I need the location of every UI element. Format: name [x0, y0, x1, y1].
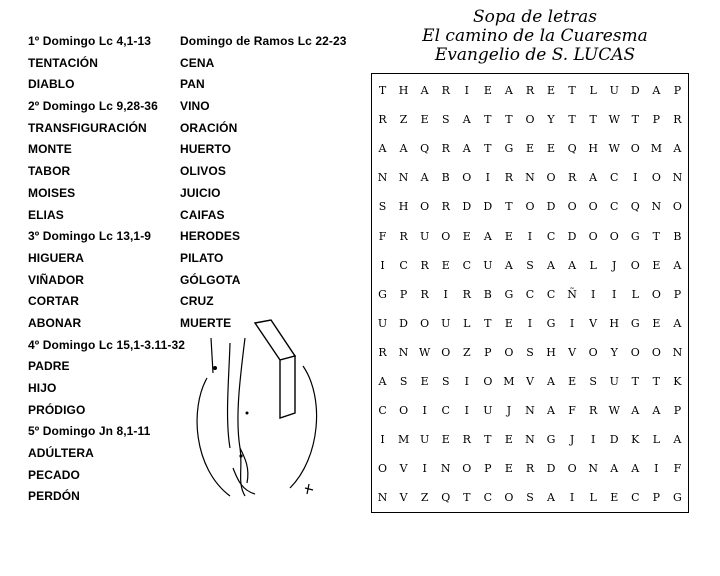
grid-letter[interactable]: D — [546, 462, 556, 476]
grid-letter[interactable]: N — [377, 171, 388, 185]
grid-letter[interactable]: F — [378, 229, 387, 243]
grid-letter[interactable]: A — [652, 84, 661, 97]
grid-row — [372, 309, 688, 338]
grid-letter[interactable]: G — [504, 287, 514, 301]
grid-row — [372, 134, 688, 163]
word-list-left-item: PRÓDIGO — [28, 402, 86, 417]
grid-letter[interactable]: T — [505, 200, 513, 214]
grid-letter[interactable]: W — [419, 345, 431, 359]
word-list-middle-item: CRUZ — [180, 294, 214, 309]
grid-letter[interactable]: C — [525, 287, 535, 301]
grid-letter[interactable]: R — [673, 113, 682, 127]
title-line-2: El camino de la Cuaresma — [422, 26, 648, 46]
grid-letter[interactable]: O — [441, 345, 451, 359]
grid-letter[interactable]: H — [588, 142, 598, 156]
grid-letter[interactable]: V — [399, 462, 408, 476]
grid-letter[interactable]: A — [420, 84, 429, 97]
grid-row — [372, 105, 688, 134]
grid-letter[interactable]: C — [610, 200, 619, 214]
grid-letter[interactable]: K — [673, 375, 682, 388]
grid-letter[interactable]: O — [420, 200, 430, 214]
grid-letter[interactable]: A — [547, 258, 555, 272]
grid-letter[interactable]: C — [610, 171, 619, 185]
grid-letter[interactable]: F — [568, 404, 576, 418]
grid-letter[interactable]: C — [546, 229, 556, 243]
grid-letter[interactable]: Z — [420, 491, 429, 505]
word-list-left-item: PADRE — [28, 359, 70, 374]
grid-letter[interactable]: I — [485, 171, 491, 185]
grid-letter[interactable]: E — [652, 316, 661, 330]
grid-letter[interactable]: V — [568, 345, 577, 359]
word-list-left-item: CORTAR — [28, 294, 80, 309]
grid-letter[interactable]: O — [462, 462, 472, 476]
grid-row — [372, 367, 688, 396]
grid-letter[interactable]: H — [609, 316, 620, 330]
word-list-middle-item: HERODES — [180, 229, 241, 244]
grid-letter[interactable]: W — [608, 404, 620, 418]
grid-letter[interactable]: E — [547, 142, 556, 156]
grid-letter[interactable]: A — [673, 258, 682, 272]
grid-letter[interactable]: O — [588, 345, 598, 359]
grid-letter[interactable]: N — [398, 171, 409, 185]
grid-letter[interactable]: T — [484, 316, 492, 330]
word-list-left-item: TRANSFIGURACIÓN — [28, 120, 147, 135]
grid-row — [372, 222, 688, 251]
word-list-middle-item: GÓLGOTA — [180, 272, 241, 287]
grid-letter[interactable]: I — [612, 287, 617, 301]
grid-letter[interactable]: R — [420, 287, 429, 301]
grid-letter[interactable]: R — [525, 84, 535, 97]
grid-letter[interactable]: R — [462, 287, 471, 301]
grid-letter[interactable]: Z — [462, 345, 471, 359]
word-list-left-item: TENTACIÓN — [28, 55, 99, 70]
grid-letter[interactable]: O — [651, 345, 661, 359]
grid-letter[interactable]: A — [547, 404, 555, 418]
grid-row — [372, 76, 688, 105]
grid-letter[interactable]: I — [464, 84, 469, 97]
grid-letter[interactable]: I — [422, 462, 427, 476]
word-list-left-item: PECADO — [28, 467, 80, 482]
grid-letter[interactable]: I — [464, 404, 469, 418]
word-list-left-item: 3º Domingo Lc 13,1-9 — [28, 229, 152, 244]
grid-letter[interactable]: S — [378, 200, 387, 214]
grid-letter[interactable]: O — [483, 375, 493, 388]
grid-letter[interactable]: W — [608, 113, 620, 127]
grid-letter[interactable]: N — [525, 404, 535, 418]
grid-letter[interactable]: I — [633, 171, 638, 185]
grid-letter[interactable]: O — [651, 287, 661, 301]
grid-letter[interactable]: U — [441, 316, 451, 330]
grid-letter[interactable]: I — [422, 404, 427, 418]
grid-letter[interactable]: R — [378, 113, 387, 127]
grid-letter[interactable]: G — [504, 142, 514, 156]
grid-letter[interactable]: R — [589, 404, 598, 418]
grid-letter[interactable]: Y — [610, 345, 618, 359]
grid-letter[interactable]: R — [441, 200, 450, 214]
grid-letter[interactable]: C — [399, 258, 408, 272]
grid-letter[interactable]: R — [462, 433, 471, 447]
grid-letter[interactable]: U — [609, 84, 619, 97]
grid-letter[interactable]: A — [547, 375, 555, 388]
grid-letter[interactable]: U — [609, 375, 619, 388]
word-list-middle-item: CENA — [180, 55, 215, 70]
grid-letter[interactable]: R — [441, 142, 450, 156]
word-list-left-item: 4º Domingo Lc 15,1-3.11-32 — [28, 337, 186, 352]
grid-letter[interactable]: M — [503, 375, 515, 388]
grid-letter[interactable]: G — [673, 491, 682, 505]
grid-letter[interactable]: A — [504, 258, 513, 272]
grid-letter[interactable]: L — [589, 258, 597, 272]
grid-letter[interactable]: C — [546, 287, 556, 301]
grid-letter[interactable]: I — [527, 229, 533, 243]
grid-letter[interactable]: T — [631, 113, 639, 127]
word-list-left-item: MOISES — [28, 185, 76, 200]
grid-letter[interactable]: W — [608, 142, 620, 156]
grid-letter[interactable]: N — [651, 200, 662, 214]
grid-letter[interactable]: P — [484, 462, 492, 476]
grid-letter[interactable]: M — [397, 433, 410, 447]
grid-letter[interactable]: I — [569, 491, 575, 505]
grid-letter[interactable]: A — [631, 404, 640, 418]
grid-letter[interactable]: R — [525, 462, 535, 476]
grid-letter[interactable]: R — [567, 171, 577, 185]
grid-letter[interactable]: Ñ — [567, 287, 577, 301]
grid-letter[interactable]: A — [378, 375, 387, 388]
grid-letter[interactable]: A — [462, 142, 471, 156]
grid-letter[interactable]: V — [525, 375, 534, 388]
crucifixion-illustration — [185, 318, 325, 518]
grid-letter[interactable]: I — [464, 375, 469, 388]
grid-letter[interactable]: B — [673, 229, 682, 243]
grid-letter[interactable]: O — [378, 462, 388, 476]
grid-letter[interactable]: A — [399, 142, 408, 156]
grid-letter[interactable]: G — [378, 287, 387, 301]
word-list-left-item: TABOR — [28, 164, 71, 179]
grid-row — [372, 251, 688, 280]
grid-row — [372, 280, 688, 309]
grid-letter[interactable]: O — [588, 229, 598, 243]
grid-letter[interactable]: G — [546, 433, 556, 447]
grid-letter[interactable]: Q — [420, 142, 430, 156]
grid-letter[interactable]: P — [484, 345, 492, 359]
grid-letter[interactable]: T — [484, 433, 492, 447]
grid-letter[interactable]: L — [652, 433, 660, 447]
word-list-left-item: PERDÓN — [28, 489, 80, 504]
grid-letter[interactable]: A — [631, 462, 640, 476]
grid-letter[interactable]: A — [483, 229, 492, 243]
grid-letter[interactable]: D — [609, 433, 619, 447]
grid-letter[interactable]: P — [652, 491, 661, 505]
grid-letter[interactable]: A — [589, 171, 598, 185]
grid-letter[interactable]: L — [589, 84, 597, 97]
grid-letter[interactable]: T — [568, 113, 576, 127]
grid-letter[interactable]: V — [399, 491, 408, 505]
word-list-middle-item: CAIFAS — [180, 207, 225, 222]
grid-letter[interactable]: N — [398, 345, 409, 359]
grid-letter[interactable]: S — [441, 375, 450, 388]
grid-letter[interactable]: C — [483, 491, 493, 505]
grid-letter[interactable]: E — [504, 316, 513, 330]
grid-letter[interactable]: E — [441, 258, 450, 272]
grid-letter[interactable]: R — [420, 258, 429, 272]
word-list-middle — [180, 31, 360, 335]
grid-letter[interactable]: J — [612, 258, 617, 272]
grid-letter[interactable]: T — [631, 375, 639, 388]
grid-letter[interactable]: R — [441, 84, 450, 97]
word-list-left-item: 1º Domingo Lc 4,1-13 — [28, 34, 152, 48]
grid-letter[interactable]: N — [672, 345, 683, 359]
grid-letter[interactable]: O — [525, 113, 535, 127]
word-list-left-item: 2º Domingo Lc 9,28-36 — [28, 99, 158, 114]
grid-letter[interactable]: S — [441, 113, 450, 127]
grid-letter[interactable]: O — [630, 142, 640, 156]
grid-row — [372, 454, 688, 483]
grid-letter[interactable]: T — [484, 142, 492, 156]
grid-letter[interactable]: H — [546, 345, 556, 359]
grid-letter[interactable]: O — [525, 200, 535, 214]
grid-letter[interactable]: O — [546, 171, 556, 185]
grid-letter[interactable]: I — [527, 316, 533, 330]
grid-letter[interactable]: T — [484, 113, 492, 127]
grid-letter[interactable]: S — [589, 375, 597, 388]
grid-letter[interactable]: O — [567, 200, 577, 214]
grid-letter[interactable]: E — [652, 258, 661, 272]
grid-letter[interactable]: G — [546, 316, 556, 330]
word-search-grid[interactable] — [371, 73, 689, 513]
grid-letter[interactable]: P — [652, 113, 661, 127]
grid-letter[interactable]: F — [673, 462, 682, 476]
grid-letter[interactable]: O — [567, 462, 577, 476]
grid-letter[interactable]: O — [504, 345, 514, 359]
grid-letter[interactable]: D — [546, 200, 556, 214]
grid-letter[interactable]: A — [610, 462, 619, 476]
grid-letter[interactable]: D — [567, 229, 577, 243]
grid-letter[interactable]: N — [440, 462, 451, 476]
grid-letter[interactable]: Y — [547, 113, 555, 127]
word-list-left-item: ABONAR — [28, 315, 82, 330]
grid-letter[interactable]: A — [547, 491, 555, 505]
grid-letter[interactable]: S — [526, 345, 534, 359]
grid-letter[interactable]: R — [399, 229, 408, 243]
grid-letter[interactable]: C — [631, 491, 640, 505]
grid-letter[interactable]: D — [399, 316, 408, 330]
grid-letter[interactable]: S — [526, 491, 534, 505]
grid-letter[interactable]: T — [505, 113, 513, 127]
grid-row — [372, 483, 688, 512]
grid-letter[interactable]: O — [462, 171, 472, 185]
grid-row — [372, 396, 688, 425]
grid-letter[interactable]: K — [631, 433, 640, 447]
grid-letter[interactable]: H — [398, 84, 409, 97]
word-list-middle-item: ORACIÓN — [180, 120, 238, 135]
grid-letter[interactable]: H — [398, 200, 409, 214]
grid-letter[interactable]: E — [420, 375, 429, 388]
word-list-left-item: 5º Domingo Jn 8,1-11 — [28, 424, 151, 439]
word-list-middle-item: PAN — [180, 77, 205, 92]
grid-letter[interactable]: A — [378, 142, 387, 156]
grid-letter[interactable]: O — [588, 200, 598, 214]
grid-letter[interactable]: E — [547, 84, 556, 97]
grid-letter[interactable]: R — [504, 171, 514, 185]
grid-letter[interactable]: A — [673, 142, 682, 156]
grid-letter[interactable]: A — [673, 433, 682, 447]
grid-letter[interactable]: A — [420, 171, 429, 185]
grid-row — [372, 338, 688, 367]
grid-row — [372, 192, 688, 221]
grid-letter[interactable]: O — [420, 316, 430, 330]
grid-letter[interactable]: T — [568, 84, 576, 97]
grid-letter[interactable]: E — [610, 491, 619, 505]
grid-letter[interactable]: I — [654, 462, 659, 476]
grid-letter[interactable]: U — [483, 404, 493, 418]
grid-letter[interactable]: P — [673, 84, 682, 97]
grid-letter[interactable]: A — [652, 404, 661, 418]
grid-letter[interactable]: A — [673, 316, 682, 330]
grid-letter[interactable]: O — [609, 229, 619, 243]
grid-letter[interactable]: V — [589, 316, 598, 330]
grid-letter[interactable]: U — [377, 316, 388, 330]
word-list-middle-item: JUICIO — [180, 185, 221, 200]
grid-letter[interactable]: T — [463, 491, 471, 505]
word-list-left — [28, 31, 193, 508]
grid-letter[interactable]: L — [631, 287, 639, 301]
grid-letter[interactable]: R — [378, 345, 387, 359]
grid-letter[interactable]: I — [443, 287, 448, 301]
grid-letter[interactable]: L — [589, 491, 597, 505]
grid-letter[interactable]: I — [590, 287, 596, 301]
grid-letter[interactable]: D — [483, 200, 493, 214]
word-list-middle-item: OLIVOS — [180, 164, 226, 179]
grid-letter[interactable]: M — [650, 142, 662, 156]
grid-row — [372, 425, 688, 454]
grid-letter[interactable]: T — [378, 84, 387, 97]
word-list-middle-item: Domingo de Ramos Lc 22-23 — [180, 34, 347, 48]
grid-letter[interactable]: P — [399, 287, 408, 301]
grid-letter[interactable]: Q — [630, 200, 640, 214]
word-list-middle-item: HUERTO — [180, 142, 232, 157]
grid-letter[interactable]: E — [420, 113, 429, 127]
grid-letter[interactable]: P — [673, 404, 682, 418]
grid-letter[interactable]: A — [462, 113, 471, 127]
grid-letter[interactable]: E — [462, 229, 471, 243]
grid-letter[interactable]: I — [380, 258, 385, 272]
grid-letter[interactable]: Q — [441, 491, 451, 505]
grid-letter[interactable]: N — [377, 491, 388, 505]
grid-letter[interactable]: T — [652, 375, 661, 388]
grid-letter[interactable]: G — [630, 316, 640, 330]
grid-letter[interactable]: O — [504, 491, 514, 505]
word-list-middle-item: MUERTE — [180, 315, 232, 330]
grid-letter[interactable]: N — [672, 171, 683, 185]
grid-letter[interactable]: E — [504, 433, 513, 447]
word-list-middle-item: PILATO — [180, 250, 224, 265]
grid-letter[interactable]: I — [590, 433, 596, 447]
grid-letter[interactable]: E — [441, 433, 450, 447]
grid-letter[interactable]: I — [569, 316, 575, 330]
grid-letter[interactable]: E — [504, 229, 513, 243]
word-list-middle-item: VINO — [180, 99, 210, 114]
grid-letter[interactable]: J — [569, 433, 575, 447]
grid-letter[interactable]: A — [568, 258, 577, 272]
grid-letter[interactable]: O — [399, 404, 409, 418]
grid-letter[interactable]: I — [380, 433, 385, 447]
grid-letter[interactable]: O — [630, 258, 640, 272]
grid-letter[interactable]: Q — [567, 142, 577, 156]
grid-letter[interactable]: O — [441, 229, 451, 243]
grid-letter[interactable]: E — [525, 142, 534, 156]
grid-letter[interactable]: C — [462, 258, 471, 272]
title-line-1: Sopa de letras — [473, 7, 597, 27]
grid-letter[interactable]: S — [399, 375, 408, 388]
grid-letter[interactable]: E — [504, 462, 513, 476]
grid-row — [372, 163, 688, 192]
word-list-left-item: DIABLO — [28, 77, 75, 92]
grid-letter[interactable]: D — [630, 84, 640, 97]
grid-letter[interactable]: U — [420, 433, 430, 447]
grid-letter[interactable]: D — [462, 200, 472, 214]
grid-letter[interactable]: G — [630, 229, 640, 243]
grid-letter[interactable]: C — [441, 404, 450, 418]
grid-letter[interactable]: J — [506, 404, 512, 418]
grid-letter[interactable]: B — [441, 171, 450, 185]
grid-letter[interactable]: S — [526, 258, 534, 272]
grid-letter[interactable]: N — [525, 171, 535, 185]
word-list-left-item: VIÑADOR — [28, 272, 85, 287]
grid-letter[interactable]: A — [504, 84, 513, 97]
grid-letter[interactable]: E — [568, 375, 577, 388]
grid-letter[interactable]: C — [378, 404, 387, 418]
title-line-3: Evangelio de S. LUCAS — [434, 45, 636, 65]
grid-letter[interactable]: E — [483, 84, 492, 97]
grid-letter[interactable]: U — [420, 229, 430, 243]
grid-letter[interactable]: O — [630, 345, 640, 359]
puzzle-title — [380, 8, 690, 65]
grid-letter[interactable]: T — [589, 113, 597, 127]
grid-letter[interactable]: O — [651, 171, 661, 185]
word-list-left-item: MONTE — [28, 142, 72, 157]
grid-letter[interactable]: L — [463, 316, 471, 330]
grid-letter[interactable]: O — [672, 200, 682, 214]
grid-letter[interactable]: B — [483, 287, 492, 301]
grid-letter[interactable]: N — [525, 433, 535, 447]
grid-letter[interactable]: N — [588, 462, 598, 476]
word-list-left-item: HIGUERA — [28, 250, 85, 265]
grid-letter[interactable]: T — [652, 229, 661, 243]
word-list-left-item: ADÚLTERA — [28, 446, 94, 461]
word-list-left-item: ELIAS — [28, 207, 64, 222]
grid-letter[interactable]: U — [483, 258, 493, 272]
grid-letter[interactable]: Z — [399, 113, 408, 127]
grid-letter[interactable]: P — [673, 287, 682, 301]
word-list-left-item: HIJO — [28, 381, 57, 395]
